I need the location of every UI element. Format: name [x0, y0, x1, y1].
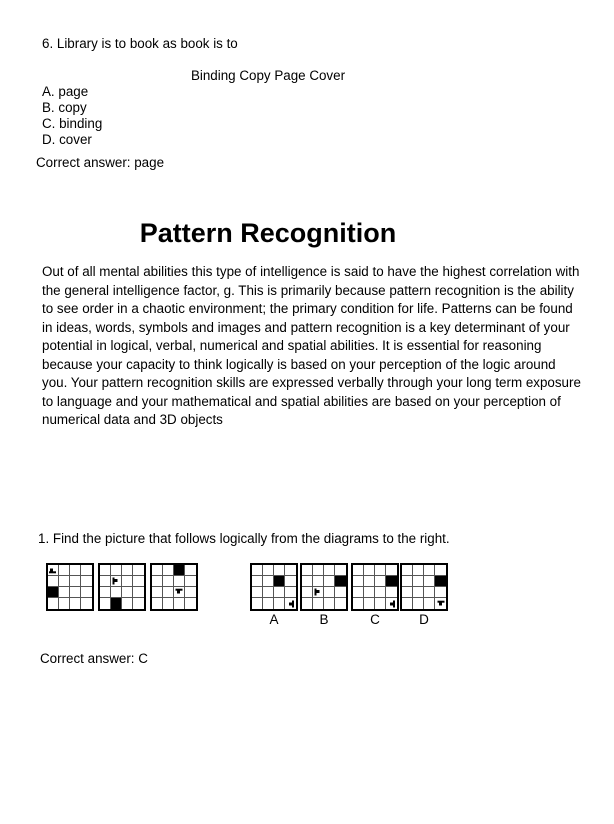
grid-cell: [122, 587, 133, 598]
grid-cell: [263, 587, 274, 598]
grid-cell: [274, 598, 285, 609]
grid-cell: [111, 598, 122, 609]
grid-cell: [252, 576, 263, 587]
grid-cell: [274, 576, 285, 587]
grid-cell: [335, 576, 346, 587]
grid-cell: [163, 598, 174, 609]
grid-cell: [375, 576, 386, 587]
grid-cell: [122, 598, 133, 609]
grid-cell: [402, 587, 413, 598]
grid-cell: [364, 565, 375, 576]
grid-cell: [100, 598, 111, 609]
grid-cell: [100, 587, 111, 598]
flag-left-icon: [388, 600, 396, 608]
grid-cell: [435, 565, 446, 576]
grid-cell: [285, 598, 296, 609]
grid-cell: [413, 587, 424, 598]
grid-cell: [48, 565, 59, 576]
grid-cell: [335, 587, 346, 598]
answer-option-a: A. page: [42, 84, 89, 99]
grid-cell: [353, 576, 364, 587]
question6-correct-answer: Correct answer: page: [36, 155, 165, 170]
grid-cell: [324, 565, 335, 576]
grid-cell: [435, 598, 446, 609]
grid-cell: [100, 576, 111, 587]
flag-right-icon: [314, 588, 322, 596]
flag-down-icon: [175, 588, 183, 596]
grid-cell: [424, 598, 435, 609]
grid-cell: [263, 598, 274, 609]
answer-option-d: D. cover: [42, 132, 92, 147]
grid-cell: [59, 565, 70, 576]
sequence-grid-3: [150, 563, 198, 611]
grid-cell: [185, 587, 196, 598]
grid-cell: [163, 576, 174, 587]
section-body: Out of all mental abilities this type of intelligence is said to have the highest correlation with the general intelligence factor, g. This is primarily because pattern recognition is the ability to see order in a chaotic environment; the primary condition for life. Patterns can be found in ideas, words, symbols and images and pattern recognition is a key determinant of your potential in logical, verbal, numerical and spatial abilities. It is essential for reasoning because your capacity to think logically is based on your perception of the logic around you. Your pattern recognition skills are expressed verbally through your long term exposure to language and your mathematical and spatial abilities are based on your perception of numerical data and 3D objects: [42, 264, 581, 427]
grid-cell: [353, 587, 364, 598]
grid-cell: [353, 598, 364, 609]
flag-right-icon: [112, 577, 120, 585]
grid-cell: [285, 576, 296, 587]
grid-cell: [133, 576, 144, 587]
grid-cell: [302, 587, 313, 598]
sequence-grid-1: [46, 563, 94, 611]
grid-cell: [402, 576, 413, 587]
grid-cell: [364, 587, 375, 598]
grid-cell: [48, 587, 59, 598]
grid-cell: [413, 565, 424, 576]
grid-cell: [263, 565, 274, 576]
question6-prompt: 6. Library is to book as book is to: [42, 36, 238, 51]
grid-cell: [302, 576, 313, 587]
grid-cell: [59, 587, 70, 598]
question1-correct-answer: Correct answer: C: [40, 651, 148, 666]
grid-cell: [174, 598, 185, 609]
grid-cell: [59, 598, 70, 609]
option-label-d: D: [419, 612, 429, 627]
grid-cell: [386, 587, 397, 598]
answer-option-b: B. copy: [42, 100, 87, 115]
grid-cell: [185, 565, 196, 576]
grid-cell: [302, 598, 313, 609]
grid-cell: [59, 576, 70, 587]
grid-cell: [285, 565, 296, 576]
option-grid-c: [351, 563, 399, 611]
question6-word-bank: Binding Copy Page Cover: [190, 68, 346, 83]
grid-cell: [100, 565, 111, 576]
grid-cell: [435, 587, 446, 598]
grid-cell: [252, 565, 263, 576]
section-title: Pattern Recognition: [139, 218, 397, 248]
flag-left-icon: [287, 600, 295, 608]
sequence-grid-2: [98, 563, 146, 611]
grid-cell: [313, 576, 324, 587]
grid-cell: [413, 576, 424, 587]
grid-cell: [185, 598, 196, 609]
grid-cell: [122, 576, 133, 587]
grid-cell: [313, 598, 324, 609]
grid-cell: [302, 565, 313, 576]
grid-cell: [424, 587, 435, 598]
grid-cell: [324, 598, 335, 609]
grid-cell: [111, 565, 122, 576]
grid-cell: [152, 587, 163, 598]
grid-cell: [252, 587, 263, 598]
grid-cell: [81, 598, 92, 609]
grid-cell: [133, 598, 144, 609]
grid-cell: [353, 565, 364, 576]
grid-cell: [174, 576, 185, 587]
grid-cell: [252, 598, 263, 609]
question1-prompt: 1. Find the picture that follows logically from the diagrams to the right.: [38, 531, 450, 546]
grid-cell: [111, 576, 122, 587]
grid-cell: [424, 576, 435, 587]
grid-cell: [386, 598, 397, 609]
grid-cell: [335, 598, 346, 609]
grid-cell: [402, 598, 413, 609]
grid-cell: [375, 598, 386, 609]
grid-cell: [70, 587, 81, 598]
grid-cell: [70, 576, 81, 587]
grid-cell: [174, 587, 185, 598]
option-grid-d: [400, 563, 448, 611]
grid-cell: [413, 598, 424, 609]
grid-cell: [364, 598, 375, 609]
grid-cell: [174, 565, 185, 576]
grid-cell: [48, 598, 59, 609]
grid-cell: [274, 565, 285, 576]
grid-cell: [386, 576, 397, 587]
grid-cell: [81, 565, 92, 576]
grid-cell: [313, 565, 324, 576]
option-label-c: C: [370, 612, 380, 627]
answer-option-c: C. binding: [42, 116, 103, 131]
grid-cell: [133, 587, 144, 598]
grid-cell: [274, 587, 285, 598]
grid-cell: [70, 598, 81, 609]
grid-cell: [163, 587, 174, 598]
grid-cell: [335, 565, 346, 576]
grid-cell: [163, 565, 174, 576]
grid-cell: [364, 576, 375, 587]
grid-cell: [263, 576, 274, 587]
grid-cell: [375, 587, 386, 598]
grid-cell: [111, 587, 122, 598]
grid-cell: [81, 587, 92, 598]
grid-cell: [70, 565, 81, 576]
grid-cell: [402, 565, 413, 576]
grid-cell: [122, 565, 133, 576]
grid-cell: [152, 565, 163, 576]
grid-cell: [81, 576, 92, 587]
option-grid-a: [250, 563, 298, 611]
grid-cell: [324, 576, 335, 587]
grid-cell: [375, 565, 386, 576]
grid-cell: [185, 576, 196, 587]
grid-cell: [152, 576, 163, 587]
grid-cell: [313, 587, 324, 598]
grid-cell: [324, 587, 335, 598]
grid-cell: [48, 576, 59, 587]
grid-cell: [285, 587, 296, 598]
option-label-b: B: [319, 612, 329, 627]
flag-down-icon: [437, 600, 445, 608]
grid-cell: [386, 565, 397, 576]
question6-options: [42, 84, 102, 148]
flag-up-icon: [49, 566, 57, 574]
grid-cell: [424, 565, 435, 576]
option-grid-b: [300, 563, 348, 611]
grid-cell: [435, 576, 446, 587]
option-label-a: A: [269, 612, 279, 627]
grid-cell: [152, 598, 163, 609]
grid-cell: [133, 565, 144, 576]
